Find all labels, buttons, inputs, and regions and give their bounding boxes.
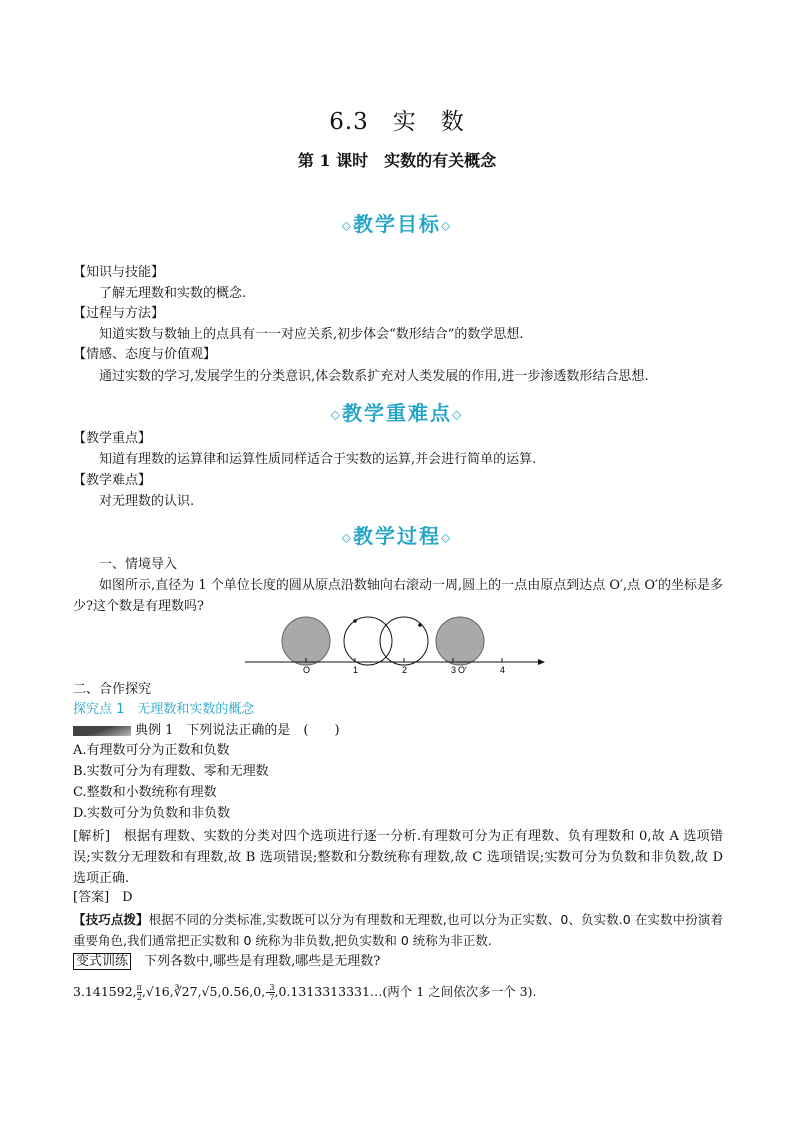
example-1-text: 典例 1 下列说法正确的是 ( ) xyxy=(135,723,340,738)
goal-heading-process: 【过程与方法】 xyxy=(73,306,165,321)
axis-label-origin: O xyxy=(303,665,311,675)
analysis-text: [解析] 根据有理数、实数的分类对四个选项进行逐一分析.有理数可分为正有理数、负有理数和 0,故 A 选项错误;实数分无理数和有理数,故 B 选项错误;整数和分数统称有理数,故 C 选项错误;实数可分为负数和非负数,故 D 选项正确. xyxy=(73,829,723,886)
diamond-icon: ◇ xyxy=(452,407,464,422)
practice-line xyxy=(73,952,380,972)
axis-label-1: 1 xyxy=(353,665,359,675)
diamond-icon: ◇ xyxy=(441,530,453,545)
start-circle xyxy=(282,617,330,665)
option-d: D.实数可分为负数和非负数 xyxy=(73,806,231,821)
page-title: 6.3 实 数 xyxy=(329,109,465,135)
answer-text: [答案] D xyxy=(73,890,133,905)
example-1 xyxy=(73,721,340,741)
practice-text: 下列各数中,哪些是有理数,哪些是无理数? xyxy=(144,954,381,969)
goal-text-attitude: 通过实数的学习,发展学生的分类意识,体会数系扩充对人类发展的作用,进一步渗透数形结合思想. xyxy=(99,369,649,384)
numbers-part-c: ,0.1313313331…(两个 1 之间依次多一个 3). xyxy=(274,984,537,999)
difficulty-heading: 【教学难点】 xyxy=(73,473,152,488)
goal-heading-knowledge: 【知识与技能】 xyxy=(73,265,165,280)
numbers-part-b: ,√16,∛27,√5,0.56,0,- xyxy=(141,984,270,999)
numbers-part-a: 3.141592, xyxy=(73,984,137,999)
circle-point-1 xyxy=(353,619,357,623)
fraction-denominator-2: 2 xyxy=(136,993,142,1002)
diamond-icon: ◇ xyxy=(341,530,353,545)
section-heading-goals xyxy=(0,208,794,237)
section-keypoints-label: 教学重难点 xyxy=(342,401,452,425)
goal-text-process: 知道实数与数轴上的点具有一一对应关系,初步体会“数形结合”的数学思想. xyxy=(99,327,524,342)
section-goals-label: 教学目标 xyxy=(353,212,441,236)
end-circle xyxy=(436,617,484,665)
fraction-numerator-pi: π xyxy=(136,983,142,992)
tip-text: 根据不同的分类标准,实数既可以分为有理数和无理数,也可以分为正实数、0、负实数.0 在实数中扮演着重要角色,我们通常把正实数和 0 统称为非负数,把负实数和 0 统称为非正数. xyxy=(73,912,723,948)
option-a: A.有理数可分为正数和负数 xyxy=(73,743,230,758)
section-heading-keypoints xyxy=(0,397,794,426)
numbers-list xyxy=(73,982,536,1002)
tip-block xyxy=(73,909,723,951)
step-explore-heading: 二、合作探究 xyxy=(73,682,152,697)
lesson-subtitle: 第 1 课时 实数的有关概念 xyxy=(297,151,497,170)
difficulty-text: 对无理数的认识. xyxy=(99,494,195,509)
option-b: B.实数可分为有理数、零和无理数 xyxy=(73,764,269,779)
rolling-circle-figure xyxy=(245,612,550,676)
keypoint-heading: 【教学重点】 xyxy=(73,431,152,446)
goal-text-knowledge: 了解无理数和实数的概念. xyxy=(99,286,247,301)
step-intro-heading: 一、情境导入 xyxy=(99,557,178,572)
fraction-denominator-7: 7 xyxy=(269,993,275,1002)
axis-label-2: 2 xyxy=(402,665,408,675)
axis-arrow-icon xyxy=(538,659,545,665)
keypoint-text: 知道有理数的运算律和运算性质同样适合于实数的运算,并会进行简单的运算. xyxy=(99,452,537,467)
option-c: C.整数和小数统称有理数 xyxy=(73,785,217,800)
circle-point-2 xyxy=(418,623,422,627)
explore-point-title: 探究点 1 无理数和实数的概念 xyxy=(73,702,255,717)
diamond-icon: ◇ xyxy=(341,218,353,233)
fraction-numerator-3: 3 xyxy=(269,983,275,992)
tip-heading: 【技巧点拨】 xyxy=(73,912,149,927)
section-process-label: 教学过程 xyxy=(353,524,441,548)
rolling-circle-1 xyxy=(344,617,392,665)
step-intro-text: 如图所示,直径为 1 个单位长度的圆从原点沿数轴向右滚动一周,圆上的一点由原点到达点 O′,点 O′的坐标是多少?这个数是有理数吗? xyxy=(73,578,723,614)
section-heading-process xyxy=(0,520,794,549)
axis-label-o-prime: O′ xyxy=(458,665,467,675)
axis-label-4: 4 xyxy=(500,665,506,675)
practice-label: 变式训练 xyxy=(73,953,131,970)
goal-heading-attitude: 【情感、态度与价值观】 xyxy=(73,347,217,362)
example-tag-icon xyxy=(73,726,131,736)
diamond-icon: ◇ xyxy=(330,407,342,422)
diamond-icon: ◇ xyxy=(441,218,453,233)
axis-label-3: 3 xyxy=(451,665,457,675)
